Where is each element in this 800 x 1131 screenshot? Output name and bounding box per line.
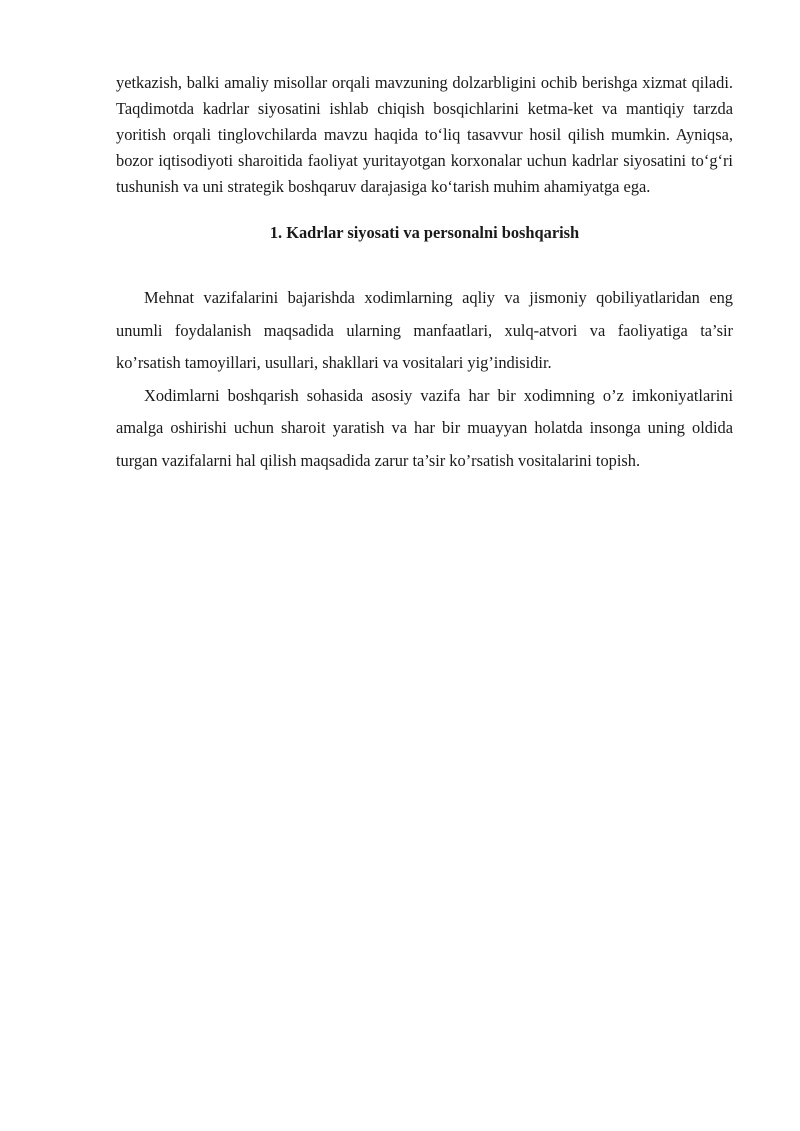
- body-paragraph-2: Xodimlarni boshqarish sohasida asosiy vazifa har bir xodimning o’z imkoniyatlarini amalga oshirishi uchun sharoit yaratish va har bir muayyan holatda insonga uning oldida turgan vazifalarni hal qilish maqsadida zarur ta’sir ko’rsatish vositalarini topish.: [116, 385, 733, 470]
- intro-paragraph: yetkazish, balki amaliy misollar orqali mavzuning dolzarbligini ochib berishga xizmat qiladi. Taqdimotda kadrlar siyosatini ishlab chiqish bosqichlarini ketma-ket va mantiqiy tarzda yoritish orqali tinglovchilarda mavzu haqida to‘liq tasavvur hosil qilish mumkin. Ayniqsa, bozor iqtisodiyoti sharoitida faoliyat yuritayotgan korxonalar uchun kadrlar siyosatini to‘g‘ri tushunish va uni strategik boshqaruv darajasiga ko‘tarish muhim ahamiyatga ega.: [116, 73, 733, 196]
- document-page: [116, 70, 733, 477]
- body-paragraph-1: Mehnat vazifalarini bajarishda xodimlarning aqliy va jismoniy qobiliyatlaridan eng unumli foydalanish maqsadida ularning manfaatlari, xulq-atvori va faoliyatiga ta’sir ko’rsatish tamoyillari, usullari, shakllari va vositalari yig’indisidir.: [116, 288, 733, 372]
- section-heading: 1. Kadrlar siyosati va personalni boshqarish: [269, 223, 580, 242]
